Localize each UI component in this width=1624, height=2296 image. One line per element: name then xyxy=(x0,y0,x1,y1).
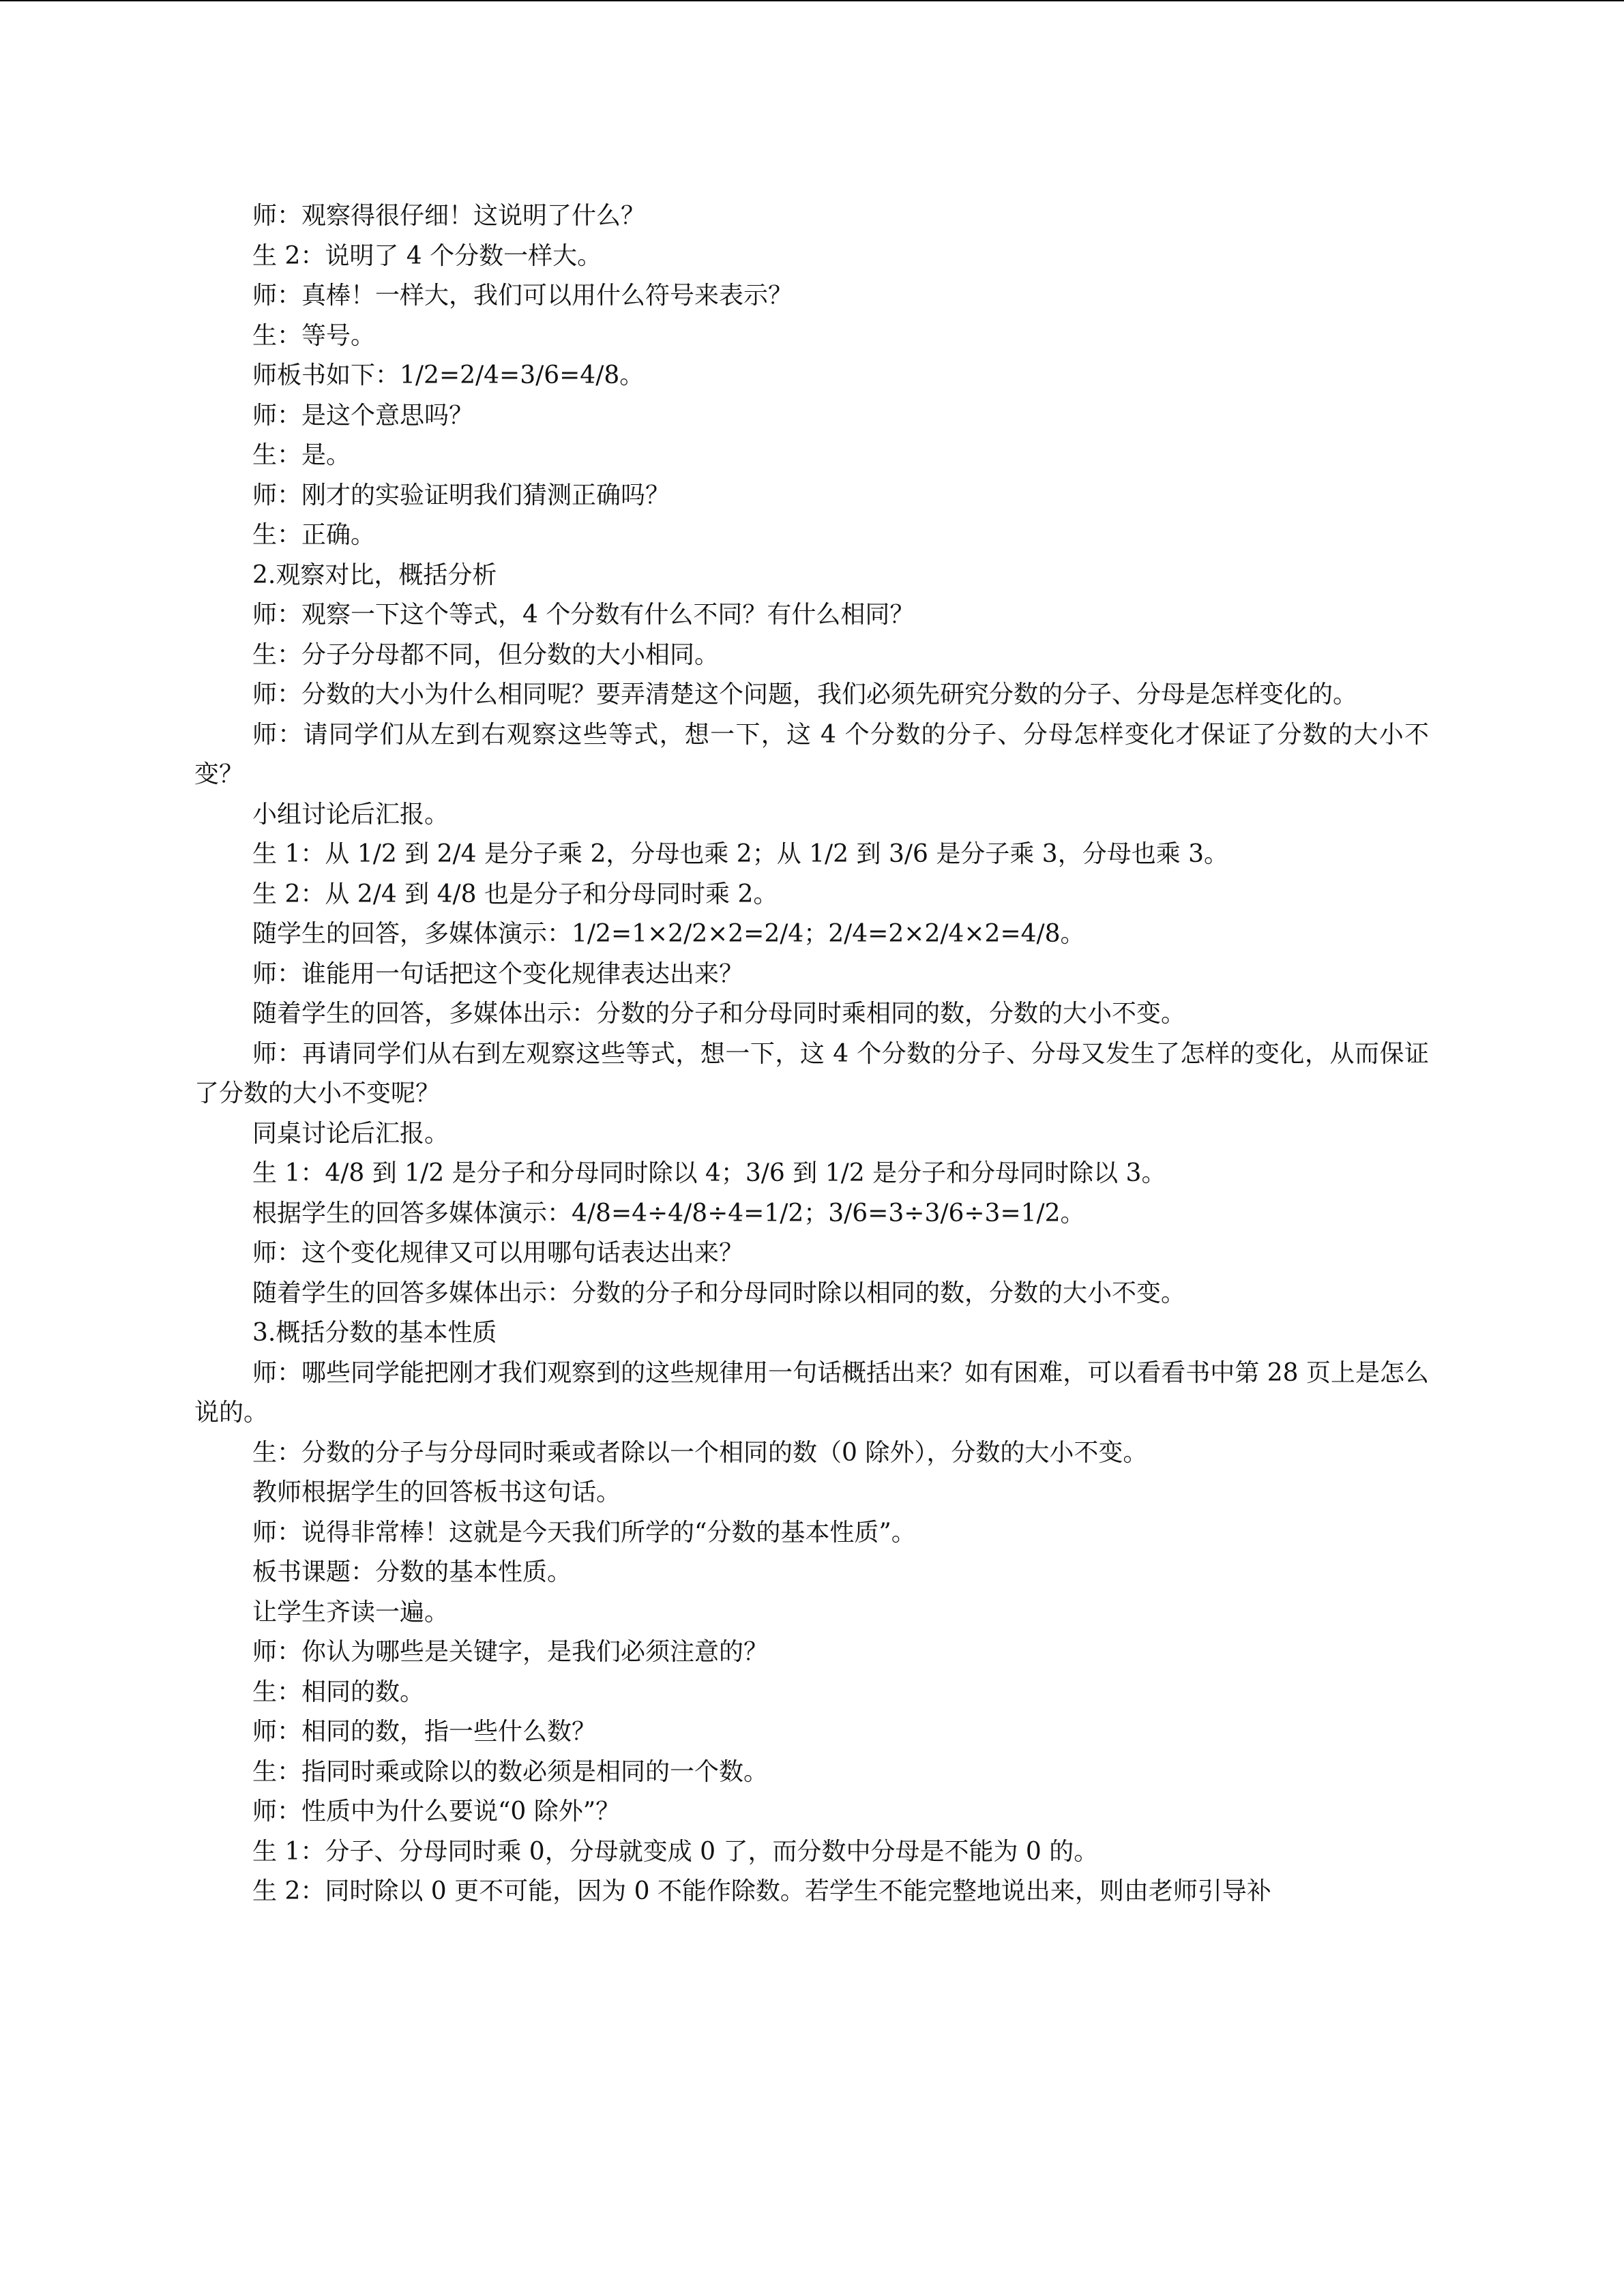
paragraph: 师：真棒！一样大，我们可以用什么符号来表示？ xyxy=(252,282,793,310)
paragraph: 师：你认为哪些是关键字，是我们必须注意的？ xyxy=(252,1638,769,1666)
paragraph: 根据学生的回答多媒体演示：4/8=4÷4/8÷4=1/2；3/6=3÷3/6÷3=1/2。 xyxy=(252,1199,1085,1227)
paragraph: 师：这个变化规律又可以用哪句话表达出来？ xyxy=(252,1239,744,1267)
paragraph: 师：再请同学们从右到左观察这些等式，想一下，这 4 个分数的分子、分母又发生了怎样的变化，从而保证了分数的大小不变呢？ xyxy=(194,1039,1429,1107)
paragraph: 生：指同时乘或除以的数必须是相同的一个数。 xyxy=(252,1757,769,1786)
paragraph: 生 1：4/8 到 1/2 是分子和分母同时除以 4；3/6 到 1/2 是分子和分母同时除以 3。 xyxy=(252,1159,1166,1187)
paragraph: 师：谁能用一句话把这个变化规律表达出来？ xyxy=(252,959,744,988)
paragraph: 生 2：同时除以 0 更不可能，因为 0 不能作除数。若学生不能完整地说出来，则由老师引导补 xyxy=(252,1877,1271,1905)
paragraph: 让学生齐读一遍。 xyxy=(252,1598,449,1626)
paragraph: 生：正确。 xyxy=(252,521,376,549)
paragraph: 生：等号。 xyxy=(252,321,376,350)
paragraph: 生 1：从 1/2 到 2/4 是分子乘 2，分母也乘 2；从 1/2 到 3/6 是分子乘 3，分母也乘 3。 xyxy=(252,840,1229,868)
paragraph: 师：性质中为什么要说“0 除外”？ xyxy=(252,1798,621,1825)
paragraph: 同桌讨论后汇报。 xyxy=(252,1119,449,1148)
paragraph: 师：刚才的实验证明我们猜测正确吗？ xyxy=(252,481,670,509)
paragraph: 生：是。 xyxy=(252,441,351,469)
paragraph: 随着学生的回答多媒体出示：分数的分子和分母同时除以相同的数，分数的大小不变。 xyxy=(252,1279,1186,1307)
paragraph: 师：是这个意思吗？ xyxy=(252,401,474,430)
paragraph: 师：相同的数，指一些什么数？ xyxy=(252,1718,597,1746)
section-heading: 3.概括分数的基本性质 xyxy=(252,1319,497,1347)
paragraph: 师板书如下：1/2=2/4=3/6=4/8。 xyxy=(252,361,645,389)
document-body xyxy=(194,196,1429,1912)
paragraph: 师：观察得很仔细！这说明了什么？ xyxy=(252,202,646,230)
paragraph: 师：分数的大小为什么相同呢？要弄清楚这个问题，我们必须先研究分数的分子、分母是怎样变化的。 xyxy=(252,681,1358,709)
paragraph: 教师根据学生的回答板书这句话。 xyxy=(252,1478,621,1506)
paragraph: 生 2：说明了 4 个分数一样大。 xyxy=(252,241,602,270)
paragraph: 师：说得非常棒！这就是今天我们所学的“分数的基本性质”。 xyxy=(252,1518,916,1547)
paragraph: 随着学生的回答，多媒体出示：分数的分子和分母同时乘相同的数，分数的大小不变。 xyxy=(252,1000,1186,1028)
paragraph: 生：分子分母都不同，但分数的大小相同。 xyxy=(252,640,720,669)
paragraph: 小组讨论后汇报。 xyxy=(252,800,449,829)
paragraph: 生：相同的数。 xyxy=(252,1678,425,1706)
paragraph: 板书课题：分数的基本性质。 xyxy=(252,1558,572,1586)
section-heading: 2.观察对比，概括分析 xyxy=(252,561,497,589)
paragraph: 师：哪些同学能把刚才我们观察到的这些规律用一句话概括出来？如有困难，可以看看书中第 28 页上是怎么说的。 xyxy=(194,1358,1429,1427)
paragraph: 生 2：从 2/4 到 4/8 也是分子和分母同时乘 2。 xyxy=(252,880,778,908)
paragraph: 生 1：分子、分母同时乘 0，分母就变成 0 了，而分数中分母是不能为 0 的。 xyxy=(252,1837,1099,1866)
paragraph: 师：请同学们从左到右观察这些等式，想一下，这 4 个分数的分子、分母怎样变化才保证了分数的大小不变？ xyxy=(194,720,1429,788)
paragraph: 师：观察一下这个等式，4 个分数有什么不同？有什么相同？ xyxy=(252,601,915,629)
paragraph: 生：分数的分子与分母同时乘或者除以一个相同的数（0 除外），分数的大小不变。 xyxy=(252,1438,1148,1467)
paragraph: 随学生的回答，多媒体演示：1/2=1×2/2×2=2/4；2/4=2×2/4×2=4/8。 xyxy=(252,920,1085,948)
